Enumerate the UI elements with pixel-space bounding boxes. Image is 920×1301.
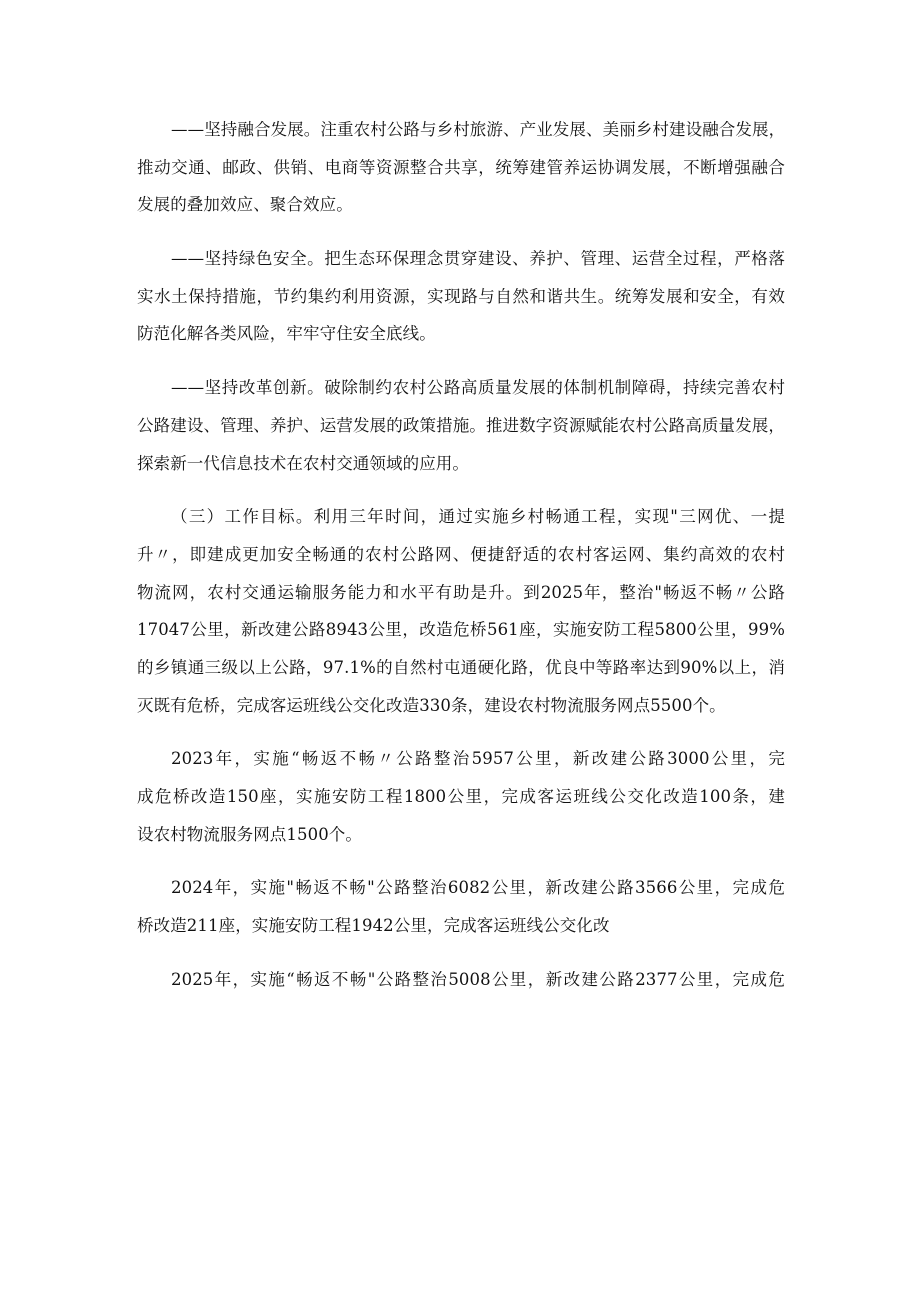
text-line: 设农村物流服务网点1500个。 [137,824,362,844]
paragraph-reform-innovation [137,369,785,482]
paragraph-2025-plan [137,961,785,999]
paragraph-gap [137,224,785,240]
text-line: 2023年，实施“畅返不畅〃公路整治5957公里，新改建公路3000公里，完 [171,749,785,769]
text-line: 灭既有危桥，完成客运班线公交化改造330条，建设农村物流服务网点5500个。 [137,695,726,715]
text-line: 发展的叠加效应、聚合效应。 [137,195,353,215]
text-line: 17047公里，新改建公路8943公里，改造危桥561座，实施安防工程5800公里，99% [137,620,785,640]
text-line: 探索新一代信息技术在农村交通领域的应用。 [137,453,469,473]
text-line: 2024年，实施"畅返不畅"公路整治6082公里，新改建公路3566公里，完成危 [171,878,785,898]
paragraph-gap [137,945,785,961]
paragraph-2023-plan [137,740,785,853]
text-line: 的乡镇通三级以上公路，97.1%的自然村屯通硬化路，优良中等路率达到90%以上，消 [137,657,785,677]
text-line: 推动交通、邮政、供销、电商等资源整合共享，统筹建管养运协调发展，不断增强融合 [137,157,785,177]
paragraph-gap [137,724,785,740]
paragraph-integrated-development [137,111,785,224]
text-line: （三）工作目标。利用三年时间，通过实施乡村畅通工程，实现"三网优、一提 [171,507,785,527]
text-line: 物流网，农村交通运输服务能力和水平有助是升。到2025年，整治"畅返不畅〃公路 [137,582,785,602]
paragraph-green-safety [137,240,785,353]
text-line: ——坚持融合发展。注重农村公路与乡村旅游、产业发展、美丽乡村建设融合发展， [171,120,786,139]
paragraph-2024-plan [137,869,785,944]
paragraph-gap [137,853,785,869]
text-line: 实水土保持措施，节约集约利用资源，实现路与自然和谐共生。统筹发展和安全，有效 [137,286,785,306]
document-body [137,111,785,998]
text-line: 升〃，即建成更加安全畅通的农村公路网、便捷舒适的农村客运网、集约高效的农村 [137,544,785,564]
paragraph-work-goals [137,498,785,724]
text-line: 公路建设、管理、养护、运营发展的政策措施。推进数字资源赋能农村公路高质量发展， [137,415,785,435]
text-line: 桥改造211座，实施安防工程1942公里，完成客运班线公交化改 [137,916,610,936]
paragraph-gap [137,482,785,498]
text-line: ——坚持绿色安全。把生态环保理念贯穿建设、养护、管理、运营全过程，严格落 [171,249,785,269]
text-line: ——坚持改革创新。破除制约农村公路高质量发展的体制机制障碍，持续完善农村 [171,378,785,398]
text-line: 防范化解各类风险，牢牢守住安全底线。 [137,324,436,344]
text-line: 2025年，实施“畅返不畅"公路整治5008公里，新改建公路2377公里，完成危 [171,969,785,989]
text-line: 成危桥改造150座，实施安防工程1800公里，完成客运班线公交化改造100条，建 [137,787,785,806]
paragraph-gap [137,353,785,369]
